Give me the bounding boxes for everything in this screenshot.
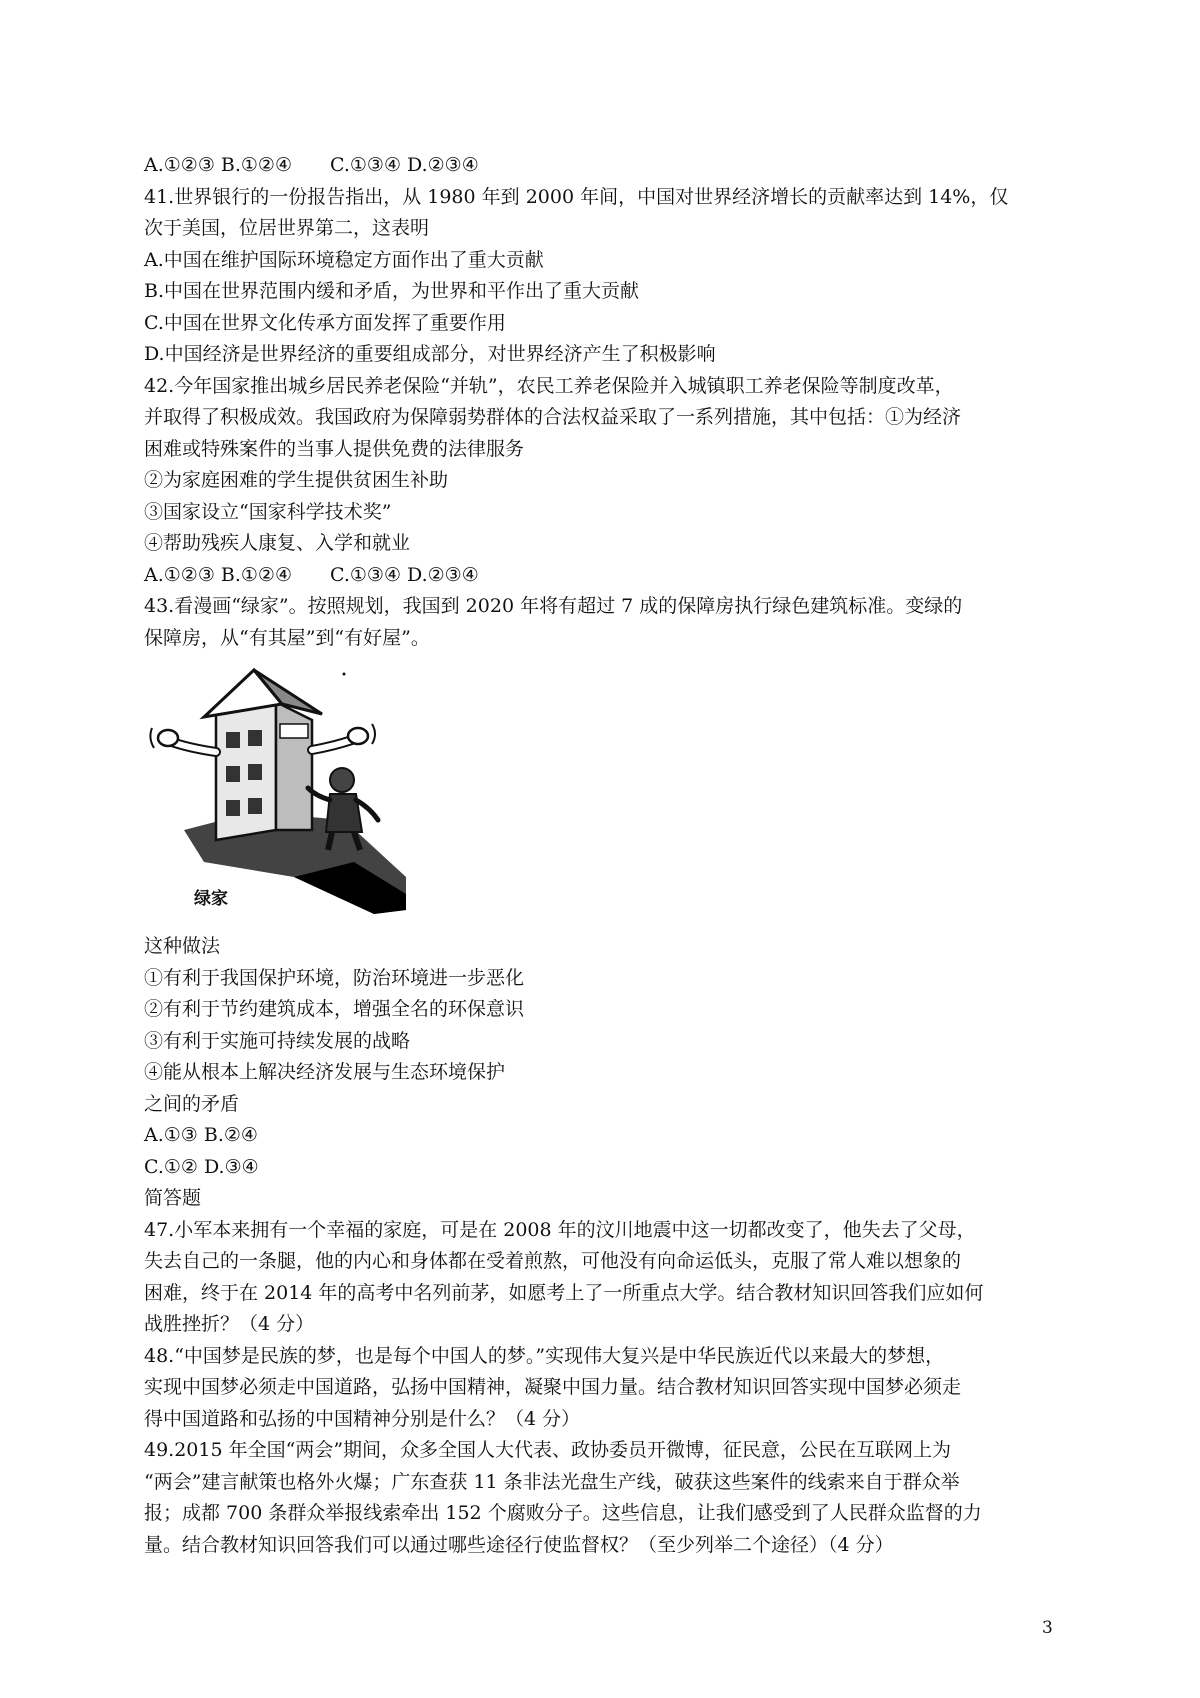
q43-options-ab: A.①③ B.②④	[144, 1124, 258, 1146]
cartoon-drawing	[144, 662, 434, 927]
q43-item-1: ①有利于我国保护环境，防治环境进一步恶化	[144, 966, 525, 989]
q48-line-1: 48.“中国梦是民族的梦，也是每个中国人的梦。”实现伟大复兴是中华民族近代以来最大的梦想，	[144, 1344, 945, 1367]
page-number: 3	[1042, 1618, 1053, 1638]
q43-stem-line-2: 保障房，从“有其屋”到“有好屋”。	[144, 626, 430, 649]
q41-option-c: C.中国在世界文化传承方面发挥了重要作用	[144, 311, 506, 334]
q43-item-4: ④能从根本上解决经济发展与生态环境保护	[144, 1061, 506, 1083]
green-home-cartoon	[144, 662, 434, 927]
q43-item-4-cont: 之间的矛盾	[144, 1092, 240, 1115]
q42-stem-line-2: 并取得了积极成效。我国政府为保障弱势群体的合法权益采取了一系列措施，其中包括：①为经济	[144, 406, 962, 428]
q43-lead: 这种做法	[144, 935, 221, 957]
q49-line-2: “两会”建言献策也格外火爆；广东查获 11 条非法光盘生产线，破获这些案件的线索来自于群众举	[144, 1470, 960, 1493]
q43-item-2: ②有利于节约建筑成本，增强全名的环保意识	[144, 998, 525, 1020]
cartoon-label: 绿家	[194, 889, 228, 909]
q47-line-2: 失去自己的一条腿，他的内心和身体都在受着煎熬，可他没有向命运低头，克服了常人难以想象的	[144, 1250, 962, 1272]
q42-options: A.①②③ B.①②④ C.①③④ D.②③④	[144, 563, 479, 586]
q41-option-a: A.中国在维护国际环境稳定方面作出了重大贡献	[144, 248, 544, 271]
q43-stem-line-1: 43.看漫画“绿家”。按照规划，我国到 2020 年将有超过 7 成的保障房执行绿色建筑标准。变绿的	[144, 595, 963, 617]
q42-item-4: ④帮助残疾人康复、入学和就业	[144, 532, 411, 554]
q49-line-4: 量。结合教材知识回答我们可以通过哪些途径行使监督权？（至少列举二个途径）（4 分）	[144, 1533, 894, 1556]
q42-stem-line-1: 42.今年国家推出城乡居民养老保险“并轨”，农民工养老保险并入城镇职工养老保险等制度改革，	[144, 374, 954, 397]
q49-line-1: 49.2015 年全国“两会”期间，众多全国人大代表、政协委员开微博，征民意，公民在互联网上为	[144, 1439, 952, 1461]
q41-stem-line-1: 41.世界银行的一份报告指出，从 1980 年到 2000 年间，中国对世界经济增长的贡献率达到 14%，仅	[144, 185, 1009, 208]
q41-option-d: D.中国经济是世界经济的重要组成部分，对世界经济产生了积极影响	[144, 343, 716, 365]
q47-line-3: 困难，终于在 2014 年的高考中名列前茅，如愿考上了一所重点大学。结合教材知识回答我们应如何	[144, 1281, 984, 1304]
q43-item-3: ③有利于实施可持续发展的战略	[144, 1029, 411, 1052]
q48-line-3: 得中国道路和弘扬的中国精神分别是什么？（4 分）	[144, 1407, 581, 1430]
q43-options-cd: C.①② D.③④	[144, 1155, 259, 1178]
page-content	[144, 150, 1064, 1561]
section-title: 简答题	[144, 1187, 202, 1209]
q41-stem-line-2: 次于美国，位居世界第二，这表明	[144, 217, 430, 239]
q42-stem-line-3: 困难或特殊案件的当事人提供免费的法律服务	[144, 437, 525, 460]
q48-line-2: 实现中国梦必须走中国道路，弘扬中国精神，凝聚中国力量。结合教材知识回答实现中国梦必须走	[144, 1376, 962, 1398]
q42-item-2: ②为家庭困难的学生提供贫困生补助	[144, 469, 449, 491]
q47-line-1: 47.小军本来拥有一个幸福的家庭，可是在 2008 年的汶川地震中这一切都改变了，他失去了父母，	[144, 1218, 976, 1241]
q40-options: A.①②③ B.①②④ C.①③④ D.②③④	[144, 154, 479, 176]
q42-item-3: ③国家设立“国家科学技术奖”	[144, 500, 392, 523]
q49-line-3: 报；成都 700 条群众举报线索牵出 152 个腐败分子。这些信息，让我们感受到了人民群众监督的力	[144, 1502, 982, 1524]
q47-line-4: 战胜挫折？（4 分）	[144, 1313, 315, 1335]
q41-option-b: B.中国在世界范围内缓和矛盾，为世界和平作出了重大贡献	[144, 280, 640, 302]
